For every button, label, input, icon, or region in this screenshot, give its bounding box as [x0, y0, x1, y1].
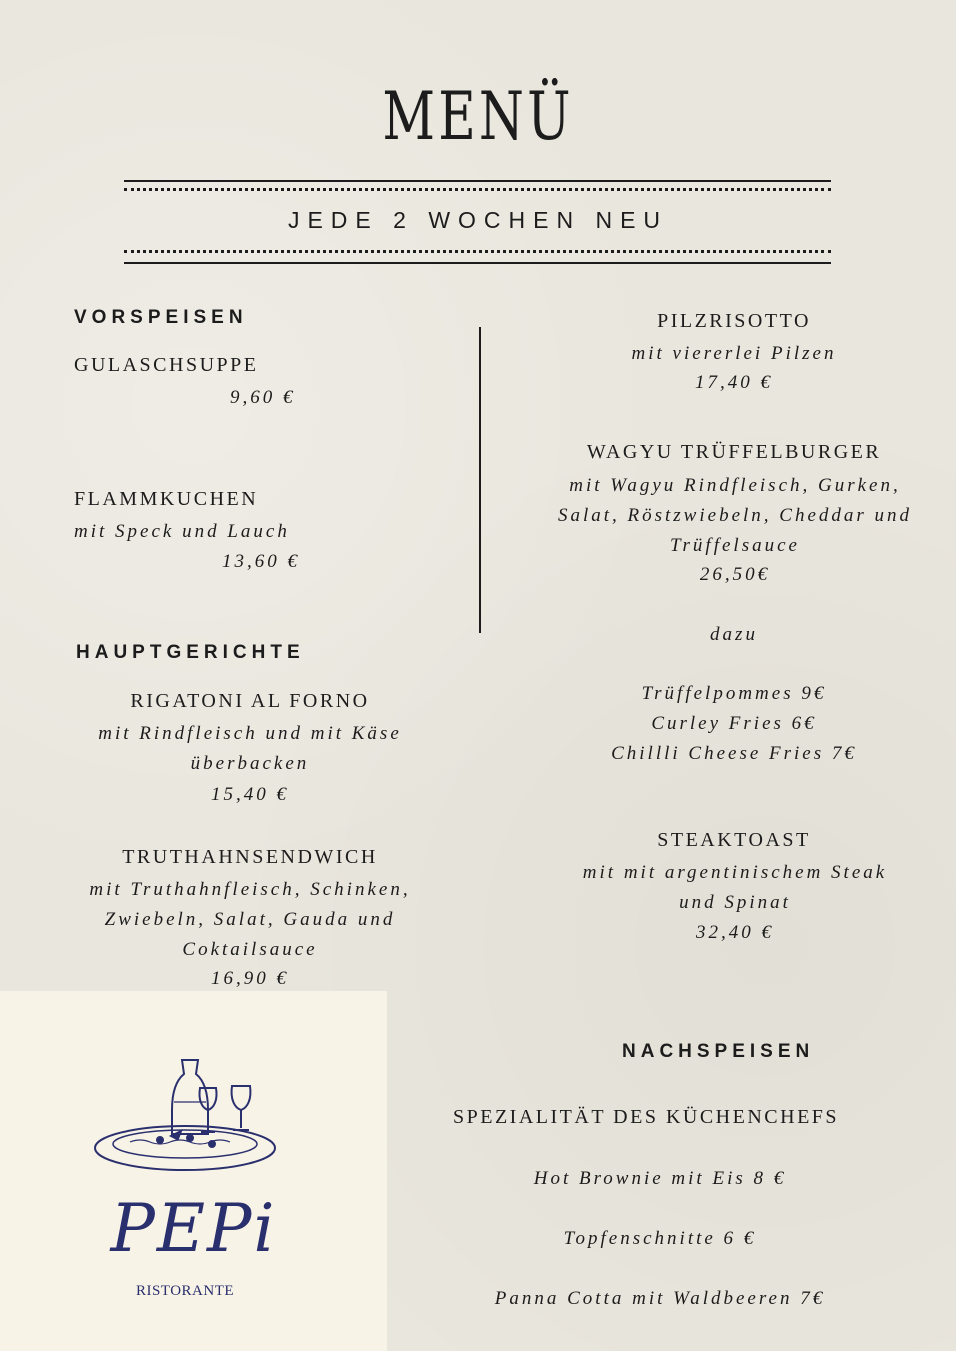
menu-subtitle: JEDE 2 WOCHEN NEU — [287, 207, 669, 233]
side-item: Trüffelpommes 9€ — [641, 683, 827, 704]
column-divider — [479, 327, 481, 633]
dish-price: 9,60 € — [230, 387, 296, 408]
dish-description: mit Wagyu Rindfleisch, Gurken, — [569, 475, 901, 496]
section-heading-hauptgerichte: HAUPTGERICHTE — [76, 642, 305, 663]
dish-price: 17,40 € — [695, 372, 773, 393]
dish-description: mit viererlei Pilzen — [631, 343, 837, 364]
dessert-item: Topfenschnitte 6 € — [563, 1228, 757, 1249]
dish-name: STEAKTOAST — [657, 829, 811, 851]
dish-description: mit mit argentinischem Steak — [582, 862, 888, 883]
dish-description: mit Rindfleisch und mit Käse — [98, 723, 402, 744]
dish-description: mit Truthahnfleisch, Schinken, — [89, 879, 411, 900]
dish-price: 26,50€ — [699, 564, 771, 585]
divider-bottom-solid — [124, 262, 831, 264]
divider-top-dotted — [124, 188, 831, 191]
dish-description: mit Speck und Lauch — [74, 521, 290, 542]
divider-top-solid — [124, 180, 831, 182]
dish-description: Trüffelsauce — [670, 535, 800, 556]
menu-title: MENÜ — [382, 78, 574, 155]
dish-name: PILZRISOTTO — [657, 310, 811, 332]
dish-name: FLAMMKUCHEN — [74, 488, 259, 510]
dish-price: 16,90 € — [211, 968, 289, 989]
dish-description: und Spinat — [679, 892, 791, 913]
chef-special-heading: SPEZIALITÄT DES KÜCHENCHEFS — [453, 1106, 840, 1128]
pizza-and-wine-icon — [90, 1052, 280, 1177]
dish-description: Coktailsauce — [182, 939, 318, 960]
side-item: Curley Fries 6€ — [651, 713, 817, 734]
section-heading-vorspeisen: VORSPEISEN — [74, 307, 248, 328]
dish-name: TRUTHAHNSENDWICH — [122, 846, 378, 868]
dish-name: WAGYU TRÜFFELBURGER — [586, 441, 882, 463]
sides-label: dazu — [710, 624, 758, 645]
dish-price: 15,40 € — [211, 784, 289, 805]
dish-price: 32,40 € — [696, 922, 774, 943]
dish-description: Zwiebeln, Salat, Gauda und — [104, 909, 396, 930]
dessert-item: Hot Brownie mit Eis 8 € — [533, 1168, 787, 1189]
dish-name: GULASCHSUPPE — [74, 354, 259, 376]
side-item: Chillli Cheese Fries 7€ — [611, 743, 857, 764]
restaurant-logo-subtitle: RISTORANTE — [135, 1283, 235, 1299]
dish-description: Salat, Röstzwiebeln, Cheddar und — [557, 505, 913, 526]
dish-description: überbacken — [190, 753, 310, 774]
dessert-item: Panna Cotta mit Waldbeeren 7€ — [494, 1288, 826, 1309]
divider-bottom-dotted — [124, 250, 831, 253]
restaurant-logo-name: PEPi — [110, 1190, 277, 1267]
dish-price: 13,60 € — [222, 551, 300, 572]
section-heading-nachspeisen: NACHSPEISEN — [622, 1041, 815, 1062]
dish-name: RIGATONI AL FORNO — [130, 690, 370, 712]
